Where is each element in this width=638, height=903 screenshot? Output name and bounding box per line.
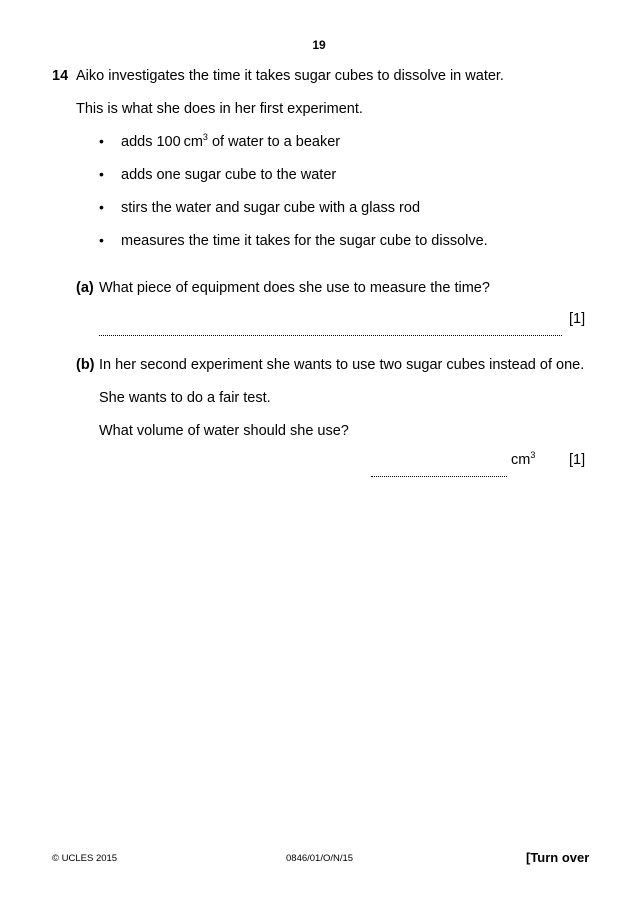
step-item: adds one sugar cube to the water [121, 167, 337, 183]
step-text-continued: of water to a beaker [207, 134, 341, 150]
unit-text: cm [511, 452, 531, 468]
part-a-question: What piece of equipment does she use to measure the time? [99, 280, 490, 296]
part-b-label: (b) [76, 357, 95, 373]
part-b-answer-line[interactable] [371, 464, 507, 482]
part-a-label: (a) [76, 280, 94, 296]
bullet-icon: • [99, 199, 104, 215]
part-b-marks: [1] [569, 452, 586, 468]
footer-paper-code: 0846/01/O/N/15 [286, 853, 354, 864]
bullet-icon: • [99, 232, 104, 248]
answer-dotted-line [99, 335, 562, 336]
question-stem: Aiko investigates the time it takes sugar cubes to dissolve in water. [76, 68, 504, 84]
step-item: measures the time it takes for the sugar cube to dissolve. [121, 233, 488, 249]
step-superscript: 3 [202, 132, 208, 142]
part-b-unit [511, 451, 535, 469]
bullet-icon: • [99, 133, 104, 149]
step-item: stirs the water and sugar cube with a glass rod [121, 200, 421, 216]
step-item [121, 133, 340, 151]
part-a-answer-line[interactable] [99, 323, 562, 341]
answer-dotted-line [371, 476, 507, 477]
page-number: 19 [312, 38, 326, 52]
step-text: adds 100 cm [121, 134, 203, 150]
question-intro: This is what she does in her first experiment. [76, 101, 363, 117]
footer-copyright: © UCLES 2015 [52, 853, 118, 864]
part-b-line-1: In her second experiment she wants to use two sugar cubes instead of one. [99, 357, 585, 373]
part-b-line-2: She wants to do a fair test. [99, 390, 271, 406]
part-a-marks: [1] [569, 311, 586, 327]
question-number: 14 [52, 68, 69, 84]
unit-superscript: 3 [530, 450, 536, 460]
bullet-icon: • [99, 166, 104, 182]
turn-over-label: [Turn over [526, 850, 590, 865]
part-b-line-3: What volume of water should she use? [99, 423, 349, 439]
